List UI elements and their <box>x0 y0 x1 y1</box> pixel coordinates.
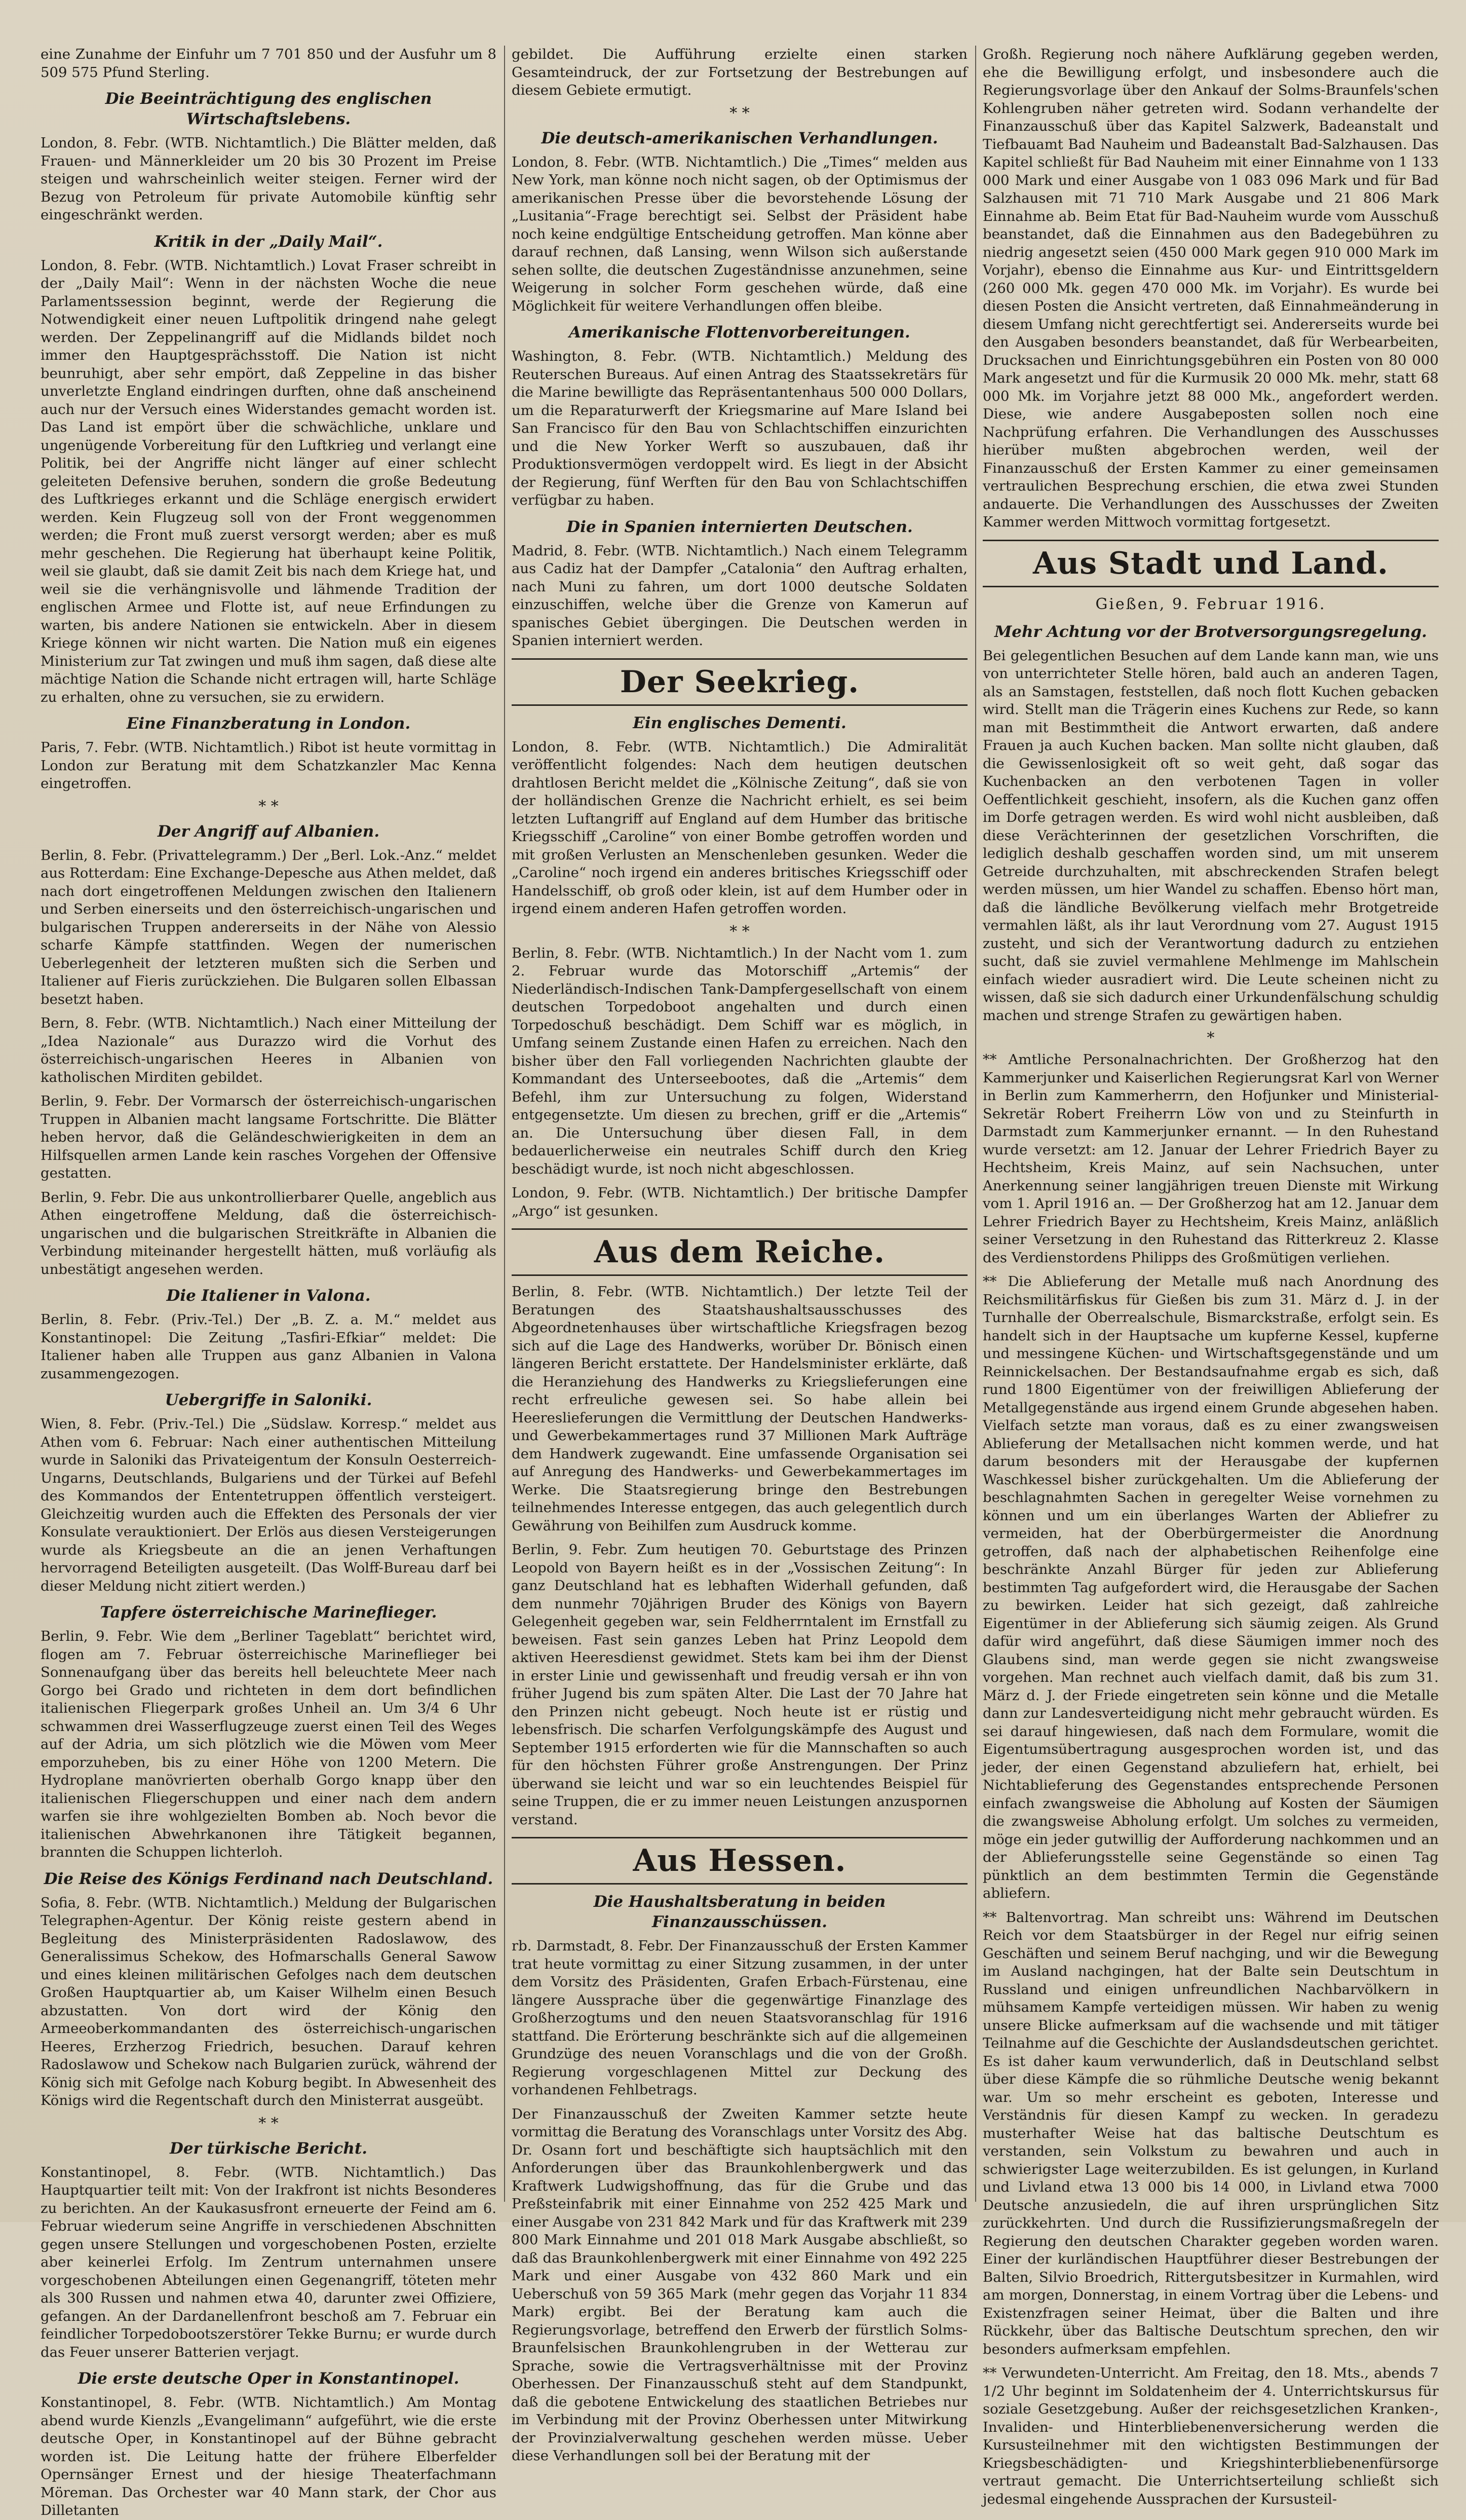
article-paragraph: Der Finanzausschuß der Zweiten Kammer setzte heute vormittag die Beratung des Voranschlags unter Vorsitz des Abg. Dr. Osann fort und beschäftigte sich hauptsächlich mit den Anforderungen über das Braunkohlenbergwerk und das Kraftwerk Ludwigshoffnung, das für die Grube und das Preßsteinfabrik mit einer Einnahme von 252 425 Mark und einer Ausgabe von 231 842 Mark und für das Kraftwerk mit 239 800 Mark Einnahme und 201 018 Mark Ausgabe abschließt, so daß das Braunkohlenbergwerk mit einer Einnahme von 492 225 Mark und einer Ausgabe von 432 860 Mark und ein Ueberschuß von 59 365 Mark (mehr gegen das Vorjahr 11 834 Mark) ergibt. Bei der Beratung kam auch die Regierungsvorlage, betreffend den Erwerb der fürstlich Solms-Braunfelsischen Braunkohlengruben in der Wetterau zur Sprache, sowie die Vertragsverhältnisse mit der Provinz Oberhessen. Der Finanzausschuß steht auf dem Standpunkt, daß die gebotene Entwickelung des staatlichen Betriebes nur im Verbindung mit der Provinz Oberhessen unter Mitwirkung der Provinzialverwaltung geschehen werden müsse. Ueber diese Verhandlungen soll bei der Beratung mit der <box>512 2105 968 2464</box>
article-paragraph: London, 9. Febr. (WTB. Nichtamtlich.) Der britische Dampfer „Argo“ ist gesunken. <box>512 1185 968 1219</box>
article-paragraph: Konstantinopel, 8. Febr. (WTB. Nichtamtlich.) Das Hauptquartier teilt mit: Von der Irakfront ist nichts Besonderes zu berichten. An der Kaukasusfront erneuerte der Feind am 6. Februar wiederum seine Angriffe in verschiedenen Abschnitten gegen unsere Stellungen und vorgeschobenen Posten, erzielte aber keinerlei Erfolg. Im Zentrum unternahmen unsere vorgeschobenen Abteilungen einen Gegenangriff, töteten mehr als 300 Russen und nahmen etwa 40, darunter zwei Offiziere, gefangen. An der Dardanellenfront beschoß am 7. Februar ein feindlicher Torpedobootszerstörer Tekke Burnu; er wurde durch das Feuer unserer Batterien verjagt. <box>41 2164 496 2360</box>
article-paragraph: Madrid, 8. Febr. (WTB. Nichtamtlich.) Nach einem Telegramm aus Cadiz hat der Dampfer „Catalonia“ den Auftrag erhalten, nach Muni zu fahren, um dort 1000 deutsche Soldaten einzuschiffen, welche über die Grenze von Kamerun auf spanisches Gebiet übergingen. Die Deutschen werden in Spanien interniert werden. <box>512 542 968 649</box>
article-paragraph: Sofia, 8. Febr. (WTB. Nichtamtlich.) Meldung der Bulgarischen Telegraphen-Agentur. Der König reiste gestern abend in Begleitung des Ministerpräsidenten Radoslawow, des Generalissimus Schekow, des Hofmarschalls General Sawow und eines kleinen militärischen Gefolges nach dem deutschen Großen Hauptquartier ab, um Kaiser Wilhelm einen Besuch abzustatten. Von dort wird der König den Armeeoberkommandanten des österreichisch-ungarischen Heeres, Erzherzog Friedrich, besuchen. Darauf kehren Radoslawow und Schekow nach Bulgarien zurück, während der König sich mit Gefolge nach Koburg begibt. In Abwesenheit des Königs wird die Regentschaft durch den Ministerrat ausgeübt. <box>41 1894 496 2109</box>
section-heading: Aus dem Reiche. <box>512 1228 968 1276</box>
article-headline: Eine Finanzberatung in London. <box>126 714 411 733</box>
separator-asterisks: * * <box>729 104 750 122</box>
article-headline: Uebergriffe in Saloniki. <box>165 1391 372 1409</box>
article-headline: Der türkische Bericht. <box>169 2139 368 2158</box>
article-headline: Die Beeinträchtigung des englischen Wirtschaftslebens. <box>105 90 432 128</box>
article-paragraph: ** Amtliche Personalnachrichten. Der Großherzog hat den Kammerjunker und Kaiserlichen Regierungsrat Karl von Werner in Berlin zum Kammerherrn, den Hofjunker und Ministerial-Sekretär Robert Freiherrn Löw von und zu Steinfurth in Darmstadt zum Kammerjunker ernannt. — In den Ruhestand wurde versetzt: am 12. Januar der Lehrer Friedrich Bayer zu Hechtsheim, Kreis Mainz, auf sein Nachsuchen, unter Anerkennung seiner langjährigen treuen Dienste mit Wirkung vom 1. April 1916 an. — Der Großherzog hat am 12. Januar dem Lehrer Friedrich Bayer zu Hechtsheim, Kreis Mainz, anläßlich seiner Versetzung in den Ruhestand das Ritterkreuz 2. Klasse des Verdienstordens Philipps des Großmütigen verliehen. <box>983 1051 1439 1266</box>
article-paragraph: ** Die Ablieferung der Metalle muß nach Anordnung des Reichsmilitärfiskus für Gießen bis zum 31. März d. J. in der Turnhalle der Oberrealschule, Bismarckstraße, erfolgt sein. Es handelt sich in der Hauptsache um kupferne Kessel, kupferne und messingene Küchen- und Wirtschaftsgegenstände und um Reinnickelsachen. Der Bestandsaufnahme ergab es sich, daß rund 1800 Eigentümer von der freiwilligen Ablieferung der Metallgegenstände aus irgend einem Grunde abgesehen haben. Vielfach setzte man voraus, daß es zu einer zwangsweisen Ablieferung der Metallsachen nicht kommen werde, und hat darum besonders mit der Herausgabe der kupfernen Waschkessel bisher zurückgehalten. Um die Ablieferung der beschlagnahmten Sachen in geregelter Weise vornehmen zu können und um ein überlanges Warten der Abliefrer zu vermeiden, hat der Oberbürgermeister die Anordnung getroffen, daß nach der alphabetischen Reihenfolge eine beschränkte Anzahl Bürger für jeden zur Ablieferung bestimmten Tag aufgefordert wird, die Herausgabe der Sachen zu bewirken. Leider hat sich gezeigt, daß zahlreiche Eigentümer in der Ablieferung sich säumig zeigen. Als Grund dafür wird angeführt, daß diese Säumigen immer noch des Glaubens sind, man werde gegen sie nicht zwangsweise vorgehen. Man rechnet auch vielfach damit, daß bis zum 31. März d. J. der Friede eingetreten sein könne und die Metalle dann zur Landesverteidigung nicht mehr gebraucht würden. Es sei darauf hingewiesen, daß nach dem Formulare, womit die Eigentumsübertragung ausgesprochen worden ist, und das jeder, der einen Gegenstand abzuliefern hat, erhielt, bei Nichtablieferung des Gegenstandes entsprechende Personen einfach zwangsweise die Abholung auf Kosten der Säumigen die zwangsweise Abholung erfolgt. Um solches zu vermeiden, möge ein jeder gutwillig der Aufforderung nachkommen und an der Ablieferungsstelle seine Gegenstände so einen Tag pünktlich an dem bestimmten Termin die Gegenstände abliefern. <box>983 1273 1439 1901</box>
article-paragraph: Berlin, 9. Febr. Wie dem „Berliner Tageblatt“ berichtet wird, flogen am 7. Februar österreichische Marineflieger bei Sonnenaufgang über das bereits hell beleuchtete Meer nach Gorgo bei Grado und richteten in dem dort befindlichen italienischen Fliegerpark großes Unheil an. Um 3/4 6 Uhr schwammen drei Wasserflugzeuge zuerst einen Teil des Weges auf der Adria, um sich plötzlich wie die Möwen vom Meer emporzuheben, bis zu einer Höhe von 1200 Metern. Die Hydroplane manövrierten oberhalb Gorgo knapp über den italienischen Fliegerschuppen und einer nach dem andern warfen sie ihre wohlgezielten Bomben ab. Noch bevor die italienischen Abwehrkanonen ihre Tätigkeit begannen, brannten die Schuppen lichterloh. <box>41 1628 496 1860</box>
article-headline: Kritik in der „Daily Mail“. <box>154 232 383 251</box>
article-paragraph: Konstantinopel, 8. Febr. (WTB. Nichtamtlich.) Am Montag abend wurde Kienzls „Evangelimann“ aufgeführt, wie die erste deutsche Oper, in Konstantinopel auf der Bühne gebracht worden ist. Die Leitung hatte der frühere Elberfelder Opernsänger Ernest und der hiesige Theaterfachmann Möreman. Das Orchester war 40 Mann stark, der Chor aus Dilletanten <box>41 2394 496 2518</box>
article-paragraph: London, 8. Febr. (WTB. Nichtamtlich.) Die „Times“ melden aus New York, man könne noch nicht sagen, ob der Optimismus der amerikanischen Presse über die bevorstehende Lösung der „Lusitania“-Frage berechtigt sei. Selbst der Präsident habe noch keine endgültige Entscheidung getroffen. Man könne aber darauf rechnen, daß Lansing, wenn Wilson sich außerstande sehen sollte, die deutschen Zugeständnisse anzunehmen, seine Weigerung in solcher Form geschehen würde, daß eine Möglichkeit für weitere Verhandlungen offen bleibe. <box>512 154 968 314</box>
section-heading: Der Seekrieg. <box>512 658 968 706</box>
article-paragraph: Berlin, 9. Febr. Zum heutigen 70. Geburtstage des Prinzen Leopold von Bayern heißt es in der „Vossischen Zeitung“: In ganz Deutschland hat es lebhaften Widerhall gefunden, daß dem nunmehr 70jährigen Bruder des Königs von Bayern Gelegenheit gegeben war, sein Feldherrntalent im Ernstfall zu beweisen. Fast sein ganzes Leben hat Prinz Leopold dem aktiven Heeresdienst gewidmet. Stets kam bei ihm der Dienst in erster Linie und gewissenhaft und freudig versah er ihn von früher Jugend bis zum späten Alter. Die Last der 70 Jahre hat den Prinzen nicht gebeugt. Noch heute ist er rüstig und lebensfrisch. Die scharfen Verfolgungskämpfe des August und September 1915 erforderten wie für die Mannschaften so auch für den höchsten Führer große Anstrengungen. Der Prinz überwand sie leicht und war so ein leuchtendes Beispiel für seine Truppen, die er zu immer neuen Leistungen anzuspornen verstand. <box>512 1541 968 1828</box>
article-headline: Ein englisches Dementi. <box>633 713 846 732</box>
article-paragraph: eine Zunahme der Einfuhr um 7 701 850 und der Ausfuhr um 8 509 575 Pfund Sterling. <box>41 46 496 81</box>
article-paragraph: gebildet. Die Aufführung erzielte einen starken Gesamteindruck, der zur Fortsetzung der Bestrebungen auf diesem Gebiete ermutigt. <box>512 46 968 98</box>
article-paragraph: Berlin, 8. Febr. (WTB. Nichtamtlich.) In der Nacht vom 1. zum 2. Februar wurde das Motorschiff „Artemis“ der Niederländisch-Indischen Tank-Dampfergesellschaft von einem deutschen Torpedoboot angehalten und durch einen Torpedoschuß beschädigt. Dem Schiff war es möglich, in Umfang seinem Zustande einen Hafen zu erreichen. Nach den bisher über den Fall vorliegenden Nachrichten glaubte der Kommandant des Unterseebootes, daß die „Artemis“ dem Befehl, ihm zur Untersuchung zu folgen, Widerstand entgegensetzte. Um diesen zu brechen, griff er die „Artemis“ an. Die Untersuchung über diesen Fall, in dem bedauerlicherweise ein neutrales Schiff durch den Krieg beschädigt wurde, ist noch nicht abgeschlossen. <box>512 945 968 1177</box>
article-paragraph: Großh. Regierung noch nähere Aufklärung gegeben werden, ehe die Bewilligung erfolgt, und insbesondere auch die Regierungsvorlage über den Ankauf der Solms-Braunfels'schen Kohlengruben näher getreten wird. Sodann verhandelte der Finanzausschuß über das Kapitel Salzwerk, Badeanstalt und Tiefbauamt Bad Nauheim und Badeanstalt Bad-Salzhausen. Das Kapitel schließt für Bad Nauheim mit einer Einnahme von 1 133 000 Mark und einer Ausgabe von 1 083 096 Mark und für Bad Salzhausen mit 71 710 Mark Ausgabe und 21 806 Mark Einnahme ab. Beim Etat für Bad-Nauheim wurde vom Ausschuß beanstandet, daß die Einnahmen aus den Badegebühren zu niedrig angesetzt seien (450 000 Mark gegen 910 000 Mark im Vorjahr), ebenso die Einnahme aus Kur- und Eintrittsgeldern (260 000 Mk. gegen 470 000 Mk. im Vorjahr). Es wurde bei diesen Posten die Ansicht vertreten, daß Einnahmeänderung in diesem Umfang nicht gerechtfertigt sei. Andererseits wurde bei den Ausgaben besonders beanstandet, daß für Werbearbeiten, Drucksachen und Einrichtungsgebühren ein Posten von 80 000 Mark angesetzt und für die Kurmusik 20 000 Mk. mehr, statt 68 000 Mk. im Vorjahre jetzt 88 000 Mk., angefordert werden. Diese, wie andere Ausgabeposten sollen noch eine Nachprüfung erfahren. Die Verhandlungen des Ausschusses hierüber mußten abgebrochen werden, weil der Finanzausschuß der Ersten Kammer zu einer gemeinsamen vertraulichen Besprechung erschien, die etwa zwei Stunden andauerte. Die Verhandlungen des Ausschusses der Zweiten Kammer werden Mittwoch vormittag fortgesetzt. <box>983 46 1439 530</box>
article-paragraph: Wien, 8. Febr. (Priv.-Tel.) Die „Südslaw. Korresp.“ meldet aus Athen vom 6. Februar: Nach einer authentischen Mitteilung wurde in Saloniki das Privateigentum der Konsuln Oesterreich-Ungarns, Deutschlands, Bulgariens und der Türkei auf Befehl des Kommandos der Ententetruppen öffentlich versteigert. Gleichzeitig wurden auch die Effekten des Personals der vier Konsulate verauktioniert. Der Erlös aus diesen Versteigerungen wurde als Kriegsbeute an die an jenen Verhaftungen hervorragend Beteiligten ausgeteilt. (Das Wolff-Bureau darf bei dieser Meldung nicht zitiert werden.) <box>41 1416 496 1594</box>
column-rule <box>504 46 505 2202</box>
section-heading: Aus Hessen. <box>512 1837 968 1885</box>
article-paragraph: ** Verwundeten-Unterricht. Am Freitag, den 18. Mts., abends 7 1/2 Uhr beginnt im Soldatenheim der 4. Unterrichtskursus für soziale Gesetzgebung. Außer der reichsgesetzlichen Kranken-, Invaliden- und Hinterbliebenenversicherung werden die Kursusteilnehmer mit den wichtigsten Bestimmungen der Kriegsbeschädigten- und Kriegshinterbliebenenfürsorge vertraut gemacht. Die Unterrichtserteilung schließt sich jedesmal eingehende Aussprachen der Kursusteil- <box>983 2365 1439 2507</box>
article-paragraph: rb. Darmstadt, 8. Febr. Der Finanzausschuß der Ersten Kammer trat heute vormittag zu einer Sitzung zusammen, in der unter dem Vorsitz des Präsidenten, Grafen Erbach-Fürstenau, eine längere Aussprache über die gegenwärtige Finanzlage des Großherzogtums und den neuen Staatsvoranschlag für 1916 stattfand. Die Erörterung beschränkte sich auf die allgemeinen Grundzüge des neuen Voranschlags und die von der Großh. Regierung vorgeschlagenen Mittel zur Deckung des vorhandenen Fehlbetrags. <box>512 1938 968 2098</box>
article-headline: Die erste deutsche Oper in Konstantinopel. <box>78 2369 459 2388</box>
dateline: Gießen, 9. Februar 1916. <box>1095 595 1326 613</box>
separator-asterisks: * * <box>258 797 279 815</box>
article-paragraph: Washington, 8. Febr. (WTB. Nichtamtlich.) Meldung des Reuterschen Bureaus. Auf einen Antrag des Staatssekretärs für die Marine bewilligte das Repräsentantenhaus 500 000 Dollars, um die Reparaturwerft der Kriegsmarine auf Mare Island bei San Francisco für den Bau von Schlachtschiffen einzurichten und die New Yorker Werft so auszubauen, daß ihr Produktionsvermögen verdoppelt wird. Es liegt in der Absicht der Regierung, fünf Werften für den Bau von Schlachtschiffen verfügbar zu haben. <box>512 348 968 508</box>
separator-asterisks: * * <box>258 2114 279 2132</box>
article-paragraph: Berlin, 8. Febr. (WTB. Nichtamtlich.) Der letzte Teil der Beratungen des Staatshaushaltsausschusses des Abgeordnetenhauses über wirtschaftliche Kriegsfragen bezog sich auf die Lage des Handwerks, worüber Dr. Bönisch einen längeren Bericht erstattete. Der Handelsminister erklärte, daß die Heranziehung des Handwerks zu Kriegslieferungen eine recht erfreuliche gewesen sei. So habe allein bei Heereslieferungen die Vermittlung der Deutschen Handwerks- und Gewerbekammertages rund 37 Millionen Mark Aufträge dem Handwerk zugewandt. Eine umfassende Organisation sei auf Anregung des Handwerks- und Gewerbekammertages im Werke. Die Staatsregierung bringe den Bestrebungen teilnehmendes Interesse entgegen, das auch gelegentlich durch Gewährung von Beihilfen zum Ausdruck komme. <box>512 1284 968 1534</box>
article-paragraph: ** Baltenvortrag. Man schreibt uns: Während im Deutschen Reich vor dem Staatsbürger in der Regel nur eifrig seinen Geschäften und seinem Beruf nachging, und wir die Bewegung im Ausland nachgingen, hat der Balte sein Deutschtum in Russland und einigen unfreundlichen Nachbarvölkern in mühsamem Kampfe verteidigen müssen. Wir haben zu wenig unsere Blicke aufmerksam auf die wachsende und mit tätiger Teilnahme auf die Geschichte der Auslandsdeutschen gerichtet. Es ist daher kaum verwunderlich, daß in Deutschland selbst über diese Kämpfe die so rühmliche Deutsche wenig bekannt war. Um so mehr erscheint es geboten, Interesse und Verständnis für diesen Kampf zu wecken. In geradezu musterhafter Weise hat das baltische Deutschtum es verstanden, sein Volkstum zu bewahren und auch in schwierigster Lage weiterzubilden. Es ist gelungen, in Kurland und Livland etwa 13 000 bis 14 000, in Livland etwa 7000 Deutsche anzusiedeln, die auf ihren ursprünglichen Sitz zurückkehrten. Und durch die Russifizierungsmaßregeln der Regierung den deutschen Charakter gegeben worden waren. Einer der kurländischen Hauptführer dieser Bestrebungen der Balten, Silvio Broedrich, Rittergutsbesitzer in Kurmahlen, wird am morgen, Donnerstag, in einem Vortrag über die Lebens- und Existenzfragen seiner Heimat, über die Balten und ihre Rückkehr, über das Baltische Deutschtum sprechen, den wir besonders aufmerksam empfehlen. <box>983 1909 1439 2357</box>
article-headline: Der Angriff auf Albanien. <box>157 822 380 841</box>
article-headline: Amerikanische Flottenvorbereitungen. <box>569 323 910 342</box>
article-headline: Die in Spanien internierten Deutschen. <box>566 517 913 536</box>
article-paragraph: Berlin, 8. Febr. (Privattelegramm.) Der „Berl. Lok.-Anz.“ meldet aus Rotterdam: Eine Exchange-Depesche aus Athen meldet, daß nach dort eingetroffenen Meldungen zwischen den Italienern und Serben einerseits und den österreichisch-ungarischen und bulgarischen Truppen andererseits in der Nähe von Alessio scharfe Kämpfe stattfinden. Wegen der numerischen Ueberlegenheit der letzteren mußten sich die Serben und Italiener auf Fieris zurückziehen. Die Bulgaren sollen Elbassan besetzt haben. <box>41 847 496 1007</box>
article-headline: Die Haushaltsberatung in beiden Finanzausschüssen. <box>593 1893 886 1931</box>
column-3 <box>983 46 1439 2507</box>
article-paragraph: Paris, 7. Febr. (WTB. Nichtamtlich.) Ribot ist heute vormittag in London zur Beratung mit dem Schatzkanzler Mac Kenna eingetroffen. <box>41 739 496 792</box>
section-heading: Aus Stadt und Land. <box>983 540 1439 587</box>
separator-asterisks: * <box>1207 1029 1215 1047</box>
article-paragraph: Bei gelegentlichen Besuchen auf dem Lande kann man, wie uns von unterrichteter Stelle hören, bald auch an anderen Tagen, als an Samstagen, feststellen, daß noch flott Kuchen gebacken wird. Stellt man die Trägerin eines Kuchens zur Rede, so kann man mit Bestimmtheit die Antwort erwarten, daß andere Frauen ja auch Kuchen backen. Man sollte nicht glauben, daß die Gewissenlosigkeit oft so weit geht, daß sogar das Kuchenbacken an den verbotenen Tagen in voller Oeffentlichkeit geschieht, insofern, als die Kuchen ganz offen im Dorfe getragen werden. Es wird wohl nicht ausbleiben, daß diese Verächterinnen der gesetzlichen Vorschriften, die lediglich deshalb geschaffen worden sind, um mit unserem Getreide durchzuhalten, mit abschreckenden Strafen belegt werden müssen, um hier Wandel zu schaffen. Ebenso hört man, daß die ländliche Bevölkerung vielfach mehr Brotgetreide vermahlen läßt, als ihr laut Verordnung vom 27. August 1915 zusteht, und sich der Verantwortung dadurch zu entziehen sucht, daß sie zuviel vermahlene Mehlmenge im Mahlschein einfach wieder ausradiert wird. Die Leute scheinen nicht zu wissen, daß sie sich dadurch einer Urkundenfälschung schuldig machen und strenge Strafen zu gewärtigen haben. <box>983 647 1439 1024</box>
article-headline: Tapfere österreichische Marineflieger. <box>100 1603 437 1622</box>
article-paragraph: London, 8. Febr. (WTB. Nichtamtlich.) Die Blätter melden, daß Frauen- und Männerkleider um 20 bis 30 Prozent im Preise steigen und wahrscheinlich weiter steigen. Ferner wird der Bezug von Petroleum für private Automobile künftig sehr eingeschränkt werden. <box>41 135 496 223</box>
article-paragraph: Berlin, 9. Febr. Der Vormarsch der österreichisch-ungarischen Truppen in Albanien macht langsame Fortschritte. Die Blätter heben hervor, daß die Geländeschwierigkeiten in dem an Hilfsquellen armen Lande kein rasches Vorgehen der Offensive gestatten. <box>41 1093 496 1181</box>
article-paragraph: Bern, 8. Febr. (WTB. Nichtamtlich.) Nach einer Mitteilung der „Idea Nazionale“ aus Durazzo wird die Vorhut des österreichisch-ungarischen Heeres in Albanien von katholischen Mirditen gebildet. <box>41 1015 496 1085</box>
article-headline: Die Italiener in Valona. <box>166 1287 371 1305</box>
article-headline: Mehr Achtung vor der Brotversorgungsregelung. <box>994 622 1428 641</box>
column-rule <box>975 46 976 2202</box>
column-1 <box>41 46 496 2518</box>
article-headline: Die deutsch-amerikanischen Verhandlungen. <box>541 129 938 147</box>
article-headline: Die Reise des Königs Ferdinand nach Deutschland. <box>44 1869 493 1888</box>
article-paragraph: London, 8. Febr. (WTB. Nichtamtlich.) Lovat Fraser schreibt in der „Daily Mail“: Wenn in der nächsten Woche die neue Parlamentssession beginnt, werde der Regierung die Notwendigkeit einer neuen Luftpolitik dringend nahe gelegt werden. Der Zeppelinangriff auf die Midlands bildet noch immer den Hauptgesprächsstoff. Die Nation ist nicht beunruhigt, aber sehr empört, daß Zeppeline in das bisher unverletzte England eindringen durften, ohne daß anscheinend auch nur der Versuch eines Widerstandes gemacht worden ist. Das Land ist empört über die schwächliche, unklare und ungenügende Vorbereitung für den Luftkrieg und verlangt eine Politik, bei der Angriffe nicht länger auf einer schlecht geleiteten Defensive beruhen, sondern die große Bedeutung des Luftkrieges erkannt und die Schläge energisch erwidert werden. Kein Flugzeug soll von der Front weggenommen werden; die Front muß zuerst versorgt werden; aber es muß mehr geschehen. Die Regierung hat überhaupt keine Politik, weil sie glaubt, daß sie damit Zeit bis nach dem Kriege hat, und weil sie die verhängnisvolle und lähmende Tradition der englischen Armee und Flotte ist, auf neue Erfindungen zu warten, bis andere Nationen sie entwickeln. Aber in diesem Kriege können wir nicht warten. Die Nation muß ein eigenes Ministerium zur Tat zwingen und muß ihm sagen, daß diese alte mächtige Nation die Schande nicht ertragen will, harte Schläge zu erhalten, ohne zu versuchen, sie zu erwidern. <box>41 257 496 705</box>
article-paragraph: Berlin, 9. Febr. Die aus unkontrollierbarer Quelle, angeblich aus Athen eingetroffene Meldung, daß die österreichisch-ungarischen und die bulgarischen Streitkräfte in Albanien die Verbindung miteinander hergestellt hätten, muß vorläufig als unbestätigt angesehen werden. <box>41 1189 496 1277</box>
column-2 <box>512 46 968 2464</box>
article-paragraph: Berlin, 8. Febr. (Priv.-Tel.) Der „B. Z. a. M.“ meldet aus Konstantinopel: Die Zeitung „Tasfiri-Efkiar“ meldet: Die Italiener haben alle Truppen aus ganz Albanien in Valona zusammengezogen. <box>41 1311 496 1382</box>
article-paragraph: London, 8. Febr. (WTB. Nichtamtlich.) Die Admiralität veröffentlicht folgendes: Nach dem heutigen deutschen drahtlosen Bericht meldet die „Kölnische Zeitung“, daß sie von der holländischen Grenze die Nachricht erhielt, es sei beim letzten Luftangriff auf England auf dem Humber das britische Kriegsschiff „Caroline“ von einer Bombe getroffen worden und mit großen Verlusten an Menschenleben gesunken. Weder die „Caroline“ noch irgend ein anderes britisches Kriegsschiff oder Handelsschiff, ob groß oder klein, ist auf dem Humber oder in irgend einem anderen Hafen getroffen worden. <box>512 738 968 917</box>
separator-asterisks: * * <box>729 922 750 941</box>
